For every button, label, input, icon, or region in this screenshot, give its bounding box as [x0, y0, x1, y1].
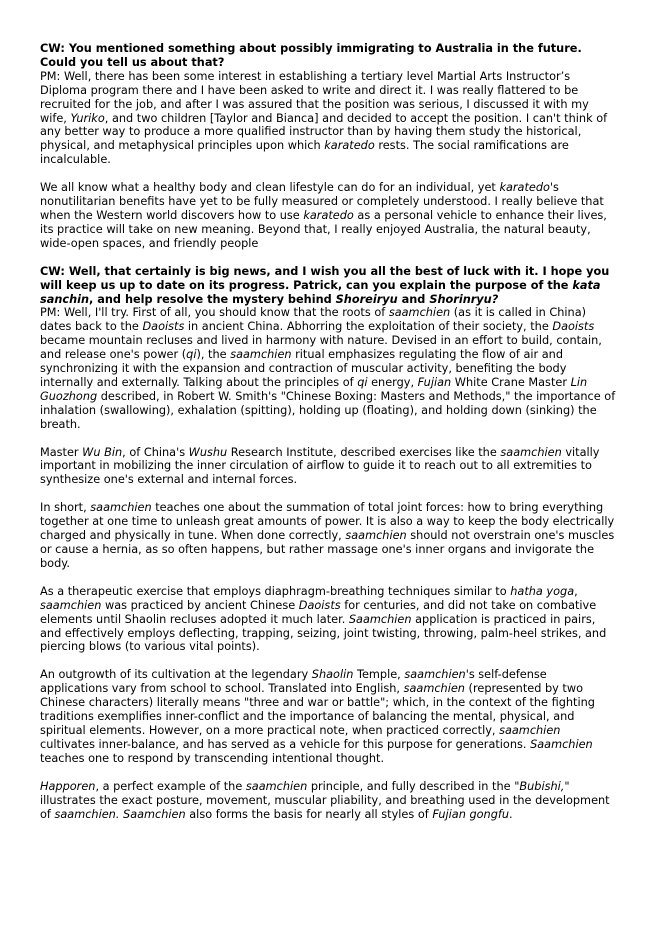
- answer-sanchin-1: [40, 306, 618, 431]
- italic-term: qi: [357, 375, 368, 389]
- italic-term: Daoists: [142, 320, 185, 334]
- text-run: as a personal vehicle to enhance their lives, its practice will take on new meaning. Beyond that, I really enjoyed Australia, the natural beauty, wide-open spaces, and friendly people: [40, 208, 607, 250]
- answer-sanchin-3: [40, 501, 618, 571]
- italic-term: qi: [186, 348, 197, 362]
- text-run: 's nonutilitarian benefits have yet to be fully measured or completely understood. I really believe that when the Western world discovers how to use: [40, 181, 604, 222]
- text-run: .: [509, 807, 513, 821]
- answer-sanchin-6: [40, 780, 618, 822]
- italic-term: kata sanchin: [40, 278, 601, 306]
- text-run: Temple,: [353, 668, 405, 682]
- italic-term: saamchien: [403, 682, 465, 696]
- italic-term: saamchien: [90, 501, 152, 515]
- text-run: energy,: [367, 375, 418, 389]
- text-run: illustrates the exact posture, movement, muscular pliability, and breathing used in the development of: [40, 793, 610, 821]
- answer-sanchin-4: [40, 585, 618, 655]
- text-run: became mountain recluses and lived in harmony with nature. Devised in an effort to build, contain, and release one's power (: [40, 334, 602, 362]
- text-run: teaches one to respond by transcending intentional thought.: [40, 751, 385, 765]
- text-run: cultivates inner-balance, and has served as a vehicle for this purpose for generations.: [40, 737, 531, 751]
- text-run: PM: Well, there has been some interest in establishing a tertiary level Martial Arts Instructor’s Diploma program there and I have been asked to write and direct it. I was really flattered to be recruited for the job, and after I was assured that the position was serious, I discussed it with my wife,: [40, 69, 589, 125]
- text-run: application is practiced in pairs, and effectively employs deflecting, trapping, seizing, joint twisting, throwing, palm-heel strikes, and piercing blows (to various vital points).: [40, 612, 607, 654]
- italic-term: Shorinryu?: [429, 292, 499, 306]
- text-run: As a therapeutic exercise that employs diaphragm-breathing techniques similar to: [40, 584, 511, 598]
- text-run: CW: You mentioned something about possibly immigrating to Australia in the future. Could you tell us about that?: [40, 42, 582, 69]
- text-run: principle, and fully described in the: [307, 779, 515, 793]
- italic-term: Fujian: [417, 375, 452, 389]
- text-run: ,: [574, 584, 578, 598]
- text-run: We all know what a healthy body and clean lifestyle can do for an individual, yet: [40, 181, 500, 195]
- text-run: ), the: [196, 348, 231, 362]
- interview-text: [40, 42, 618, 835]
- italic-term: saamchien: [245, 779, 308, 793]
- italic-term: Wu Bin: [82, 445, 123, 459]
- text-run: , and help resolve the mystery behind: [89, 292, 336, 306]
- italic-term: Daoists: [552, 320, 595, 334]
- text-run: Research Institute, described exercises like the: [227, 445, 501, 459]
- italic-term: saamchien: [404, 668, 466, 682]
- italic-term: saamchien: [230, 348, 292, 362]
- text-run: should not overstrain one's muscles or cause a hernia, as so often happens, but rather massage one's inner organs and invigorate the body.: [40, 529, 615, 570]
- italic-term: hatha yoga: [510, 584, 575, 598]
- text-run: White Crane Master: [451, 375, 571, 389]
- text-run: (represented by two Chinese characters) literally means "three and war or battle"; which, in the context of the fighting traditions exemplifies inner-conflict and the importance of balancing the mental, physical, and spiritual elements. However, on a more practical note, when practiced correctly,: [40, 682, 595, 737]
- text-run: was practiced by ancient Chinese: [101, 598, 299, 612]
- italic-term: Wushu: [188, 445, 228, 459]
- italic-term: Shoreiryu: [335, 292, 398, 306]
- italic-term: Happoren: [40, 779, 96, 793]
- text-run: , and two children [Taylor and Bianca] and decided to accept the position. I can't think of any better way to produce a more qualified instructor than by having them study the historical, physical, and metaphysical principles upon which: [40, 111, 608, 153]
- text-run: In short,: [40, 501, 91, 515]
- italic-term: Yuriko: [70, 111, 105, 125]
- text-run: also forms the basis for nearly all styles of: [185, 807, 433, 821]
- answer-immigration-1: [40, 70, 618, 167]
- text-run: vitally important in mobilizing the inner circulation of airflow to guide it to reach out to all extremities to synthesize one's external and internal forces.: [40, 445, 600, 487]
- text-run: , of China's: [122, 445, 189, 459]
- italic-term: saamchien: [388, 306, 451, 320]
- italic-term: karatedo: [499, 181, 550, 195]
- italic-term: Fujian gongfu: [432, 807, 510, 821]
- text-run: CW: Well, that certainly is big news, and I wish you all the best of luck with it. I hope you will keep us up to date on its progress. Patrick, can you explain the purpose of the: [40, 264, 610, 292]
- italic-term: karatedo: [324, 139, 375, 153]
- answer-sanchin-2: [40, 446, 618, 488]
- italic-term: saamchien: [345, 529, 407, 543]
- text-run: 's self-defense applications vary from school to school. Translated into English,: [40, 668, 547, 696]
- italic-term: Saamchien: [530, 737, 593, 751]
- text-run: (as it is called in China) dates back to the: [40, 306, 587, 334]
- answer-immigration-2: [40, 181, 618, 251]
- question-immigration: [40, 42, 618, 70]
- text-run: , a perfect example of the: [95, 779, 246, 793]
- italic-term: "Bubishi,": [514, 779, 570, 793]
- text-run: PM: Well, I'll try. First of all, you should know that the roots of: [40, 306, 389, 320]
- text-run: described, in Robert W. Smith's "Chinese Boxing: Masters and Methods," the importance of inhalation (swallowing), exhalation (spitting), holding up (floating), and holding down (sinking) the breath.: [40, 389, 616, 431]
- italic-term: karatedo: [303, 208, 354, 222]
- question-sanchin: [40, 265, 618, 307]
- text-run: in ancient China. Abhorring the exploitation of their society, the: [184, 320, 553, 334]
- text-run: Master: [40, 445, 83, 459]
- italic-term: Lin Guozhong: [40, 375, 588, 403]
- text-run: rests. The social ramifications are incalculable.: [40, 139, 569, 167]
- italic-term: Saamchien: [123, 807, 186, 821]
- text-run: for centuries, and did not take on combative elements until Shaolin recluses adopted it much later.: [40, 598, 597, 626]
- italic-term: saamchien: [500, 445, 562, 459]
- italic-term: Daoists: [298, 598, 341, 612]
- text-run: teaches one about the summation of total joint forces: how to bring everything together at one time to unleash great amounts of power. It is also a way to keep the body electrically charged and physically in tune. When done correctly,: [40, 501, 615, 543]
- italic-term: Saamchien: [348, 612, 412, 626]
- text-run: ritual emphasizes regulating the flow of air and synchronizing it with the expansion and contraction of muscular activity, benefiting the body internally and externally. Talking about the principles of: [40, 348, 567, 389]
- italic-term: saamchien: [40, 598, 102, 612]
- italic-term: Shaolin: [311, 668, 354, 682]
- text-run: An outgrowth of its cultivation at the legendary: [40, 668, 312, 682]
- italic-term: saamchien: [499, 723, 561, 737]
- answer-sanchin-5: [40, 668, 618, 765]
- text-run: and: [397, 292, 430, 306]
- italic-term: saamchien.: [54, 807, 120, 821]
